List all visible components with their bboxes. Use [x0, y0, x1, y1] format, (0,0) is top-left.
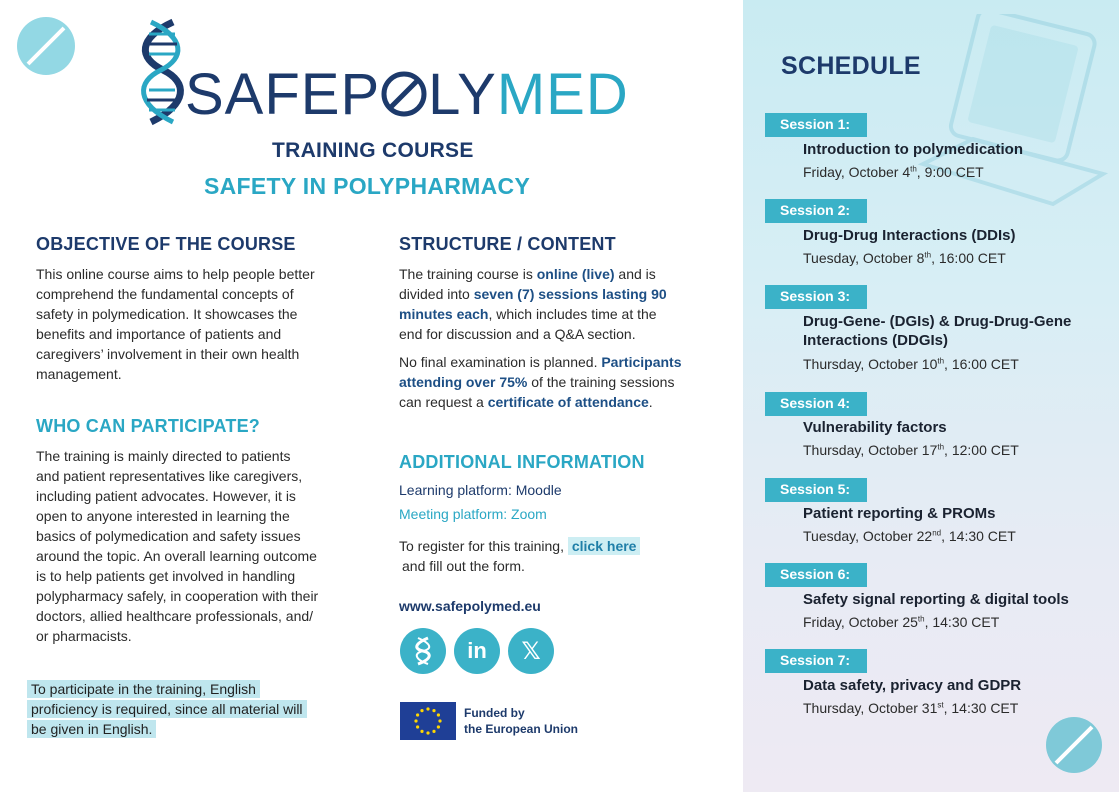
language-note: To participate in the training, English proficiency is required, since all material will be given in English. [27, 679, 357, 739]
session-6-date: Friday, October 25th, 14:30 CET [803, 614, 1000, 630]
session-1-tag: Session 1: [765, 113, 867, 137]
session-7-tag: Session 7: [765, 649, 867, 673]
session-2-name: Drug-Drug Interactions (DDIs) [803, 227, 1016, 244]
objective-heading: OBJECTIVE OF THE COURSE [36, 234, 296, 254]
session-6-tag: Session 6: [765, 563, 867, 587]
safepolymed-logo [133, 18, 629, 128]
session-7-name: Data safety, privacy and GDPR [803, 677, 1022, 694]
dna-icon [133, 18, 191, 128]
session-2-tag: Session 2: [765, 199, 867, 223]
laptop-icon [903, 14, 1113, 214]
session-4-name: Vulnerability factors [803, 419, 947, 436]
learning-platform: Learning platform: Moodle [399, 482, 562, 498]
session-5-tag: Session 5: [765, 478, 867, 502]
session-4-date: Thursday, October 17th, 12:00 CET [803, 442, 1019, 458]
session-2-date: Tuesday, October 8th, 16:00 CET [803, 250, 1006, 266]
x-icon: 𝕏 [521, 637, 541, 665]
objective-text: This online course aims to help people better comprehend the fundamental concepts of safety in polymedication. It showcases the benefits and importance of patients and caregivers’ involvement in their own health management. [36, 266, 315, 382]
eu-flag [400, 702, 456, 740]
additional-heading: ADDITIONAL INFORMATION [399, 452, 645, 472]
x-button[interactable] [508, 628, 554, 674]
eu-stars-icon [400, 702, 456, 740]
session-3-tag: Session 3: [765, 285, 867, 309]
eu-funding-text: Funded by the European Union [464, 706, 578, 736]
session-5-date: Tuesday, October 22nd, 14:30 CET [803, 528, 1016, 544]
meeting-platform: Meeting platform: Zoom [399, 506, 547, 522]
session-4-tag: Session 4: [765, 392, 867, 416]
schedule-title: SCHEDULE [781, 52, 921, 80]
linkedin-icon: in [467, 638, 487, 663]
session-1-name: Introduction to polymedication [803, 141, 1023, 158]
session-3-date: Thursday, October 10th, 16:00 CET [803, 356, 1019, 372]
register-link[interactable]: click here [568, 537, 641, 555]
session-1-date: Friday, October 4th, 9:00 CET [803, 164, 984, 180]
session-7-date: Thursday, October 31st, 14:30 CET [803, 700, 1019, 716]
course-title: TRAINING COURSE [272, 139, 474, 162]
linkedin-button[interactable] [454, 628, 500, 674]
register-text: To register for this training, click here and fill out the form. [399, 536, 729, 576]
course-subtitle: SAFETY IN POLYPHARMACY [204, 173, 531, 199]
website-link[interactable]: www.safepolymed.eu [399, 598, 541, 614]
pill-icon [16, 16, 76, 76]
pill-icon [1045, 716, 1103, 774]
pill-o-icon [380, 70, 428, 118]
structure-heading: STRUCTURE / CONTENT [399, 234, 616, 254]
session-3-name: Drug-Gene- (DGIs) & Drug-Drug-Gene Interactions (DDGIs) [803, 313, 1072, 349]
dna-icon [412, 636, 434, 666]
participate-text: The training is mainly directed to patients and patient representatives like caregivers, including patient advocates. However, it is open to anyone interested in learning the basics of polymedication and safety issues around the topic. An overall learning outcome is to help patients get involved in handling polypharmacy safely, in cooperation with their doctors, allied healthcare professionals, and/ or pharmacists. [36, 448, 319, 644]
session-6-name: Safety signal reporting & digital tools [803, 591, 1069, 608]
participate-heading: WHO CAN PARTICIPATE? [36, 416, 260, 436]
logo-wordmark: SAFEP LYMED [185, 62, 629, 127]
structure-text: The training course is online (live) and is divided into seven (7) sessions lasting 90 minutes each, which includes time at the end for discussion and a Q&A section. No final examination is planned. Participants attending over 75% of the training sessions can request a certificate of attendance. [399, 266, 682, 410]
safepolymed-social-button[interactable] [400, 628, 446, 674]
session-5-name: Patient reporting & PROMs [803, 505, 996, 522]
